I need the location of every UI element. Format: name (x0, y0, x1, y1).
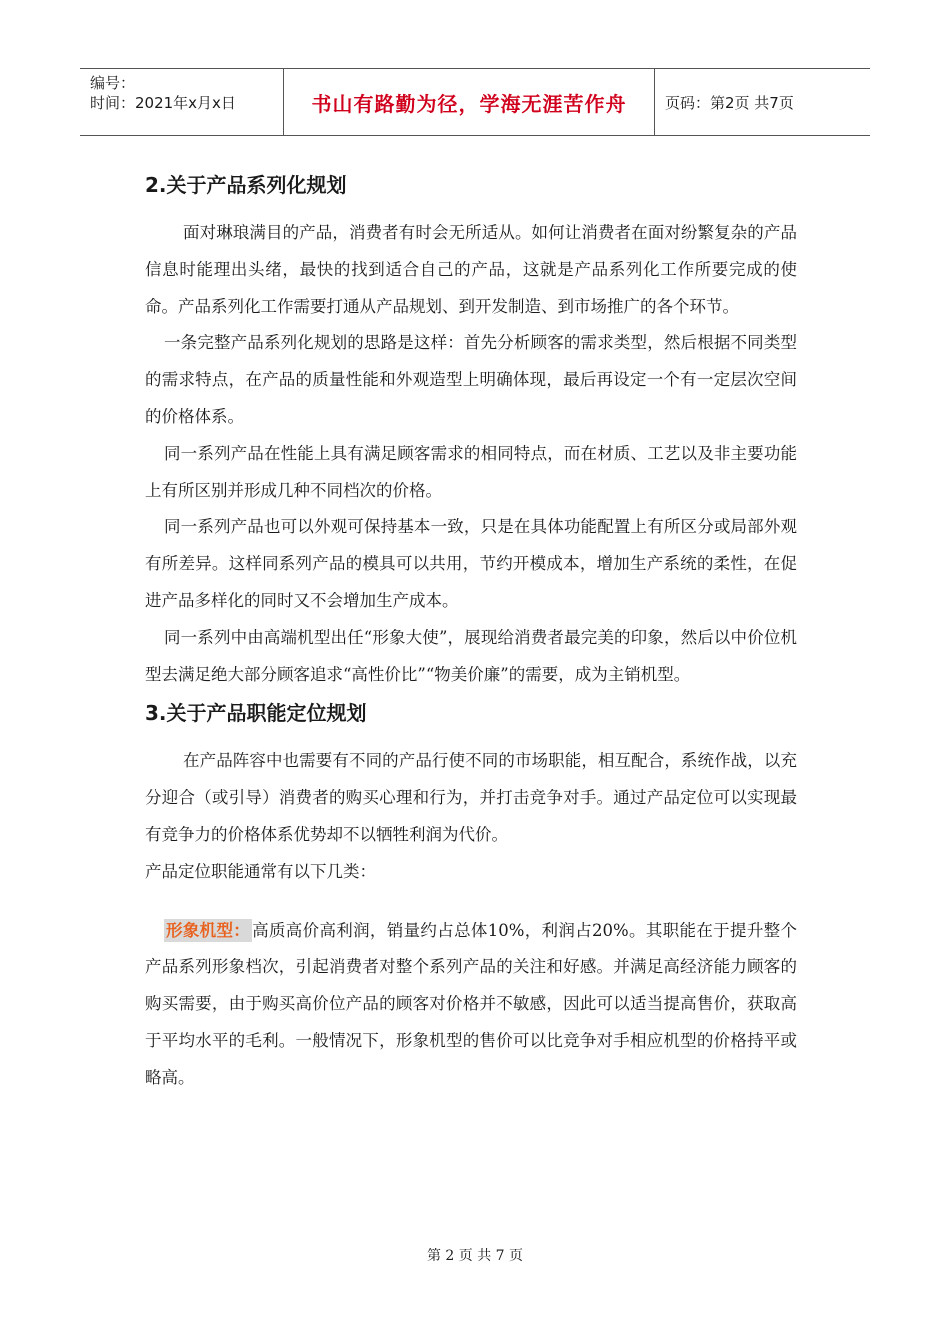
paragraph: 面对琳琅满目的产品，消费者有时会无所适从。如何让消费者在面对纷繁复杂的产品信息时能理出头绪，最快的找到适合自己的产品，这就是产品系列化工作所要完成的使命。产品系列化工作需要打通从产品规划、到开发制造、到市场推广的各个环节。 (145, 223, 797, 316)
section-heading-3: 3.关于产品职能定位规划 (145, 701, 367, 726)
header-meta (80, 69, 283, 135)
page-footer: 第 2 页 共 7 页 (426, 1248, 524, 1264)
page-header (80, 68, 870, 136)
section-heading-2: 2.关于产品系列化规划 (145, 173, 347, 197)
header-page-number: 页码：第2页 共7页 (665, 93, 794, 112)
highlight-term: 形象机型： (166, 920, 251, 940)
header-motto: 书山有路勤为径，学海无涯苦作舟 (311, 91, 627, 116)
paragraph: 同一系列中由高端机型出任“形象大使”，展现给消费者最完美的印象，然后以中价位机型去满足绝大部分顾客追求“高性价比”“物美价廉”的需要，成为主销机型。 (145, 627, 797, 684)
highlight-text: 高质高价高利润，销量约占总体10%，利润占20%。其职能在于提升整个产品系列形象档次，引起消费者对整个系列产品的关注和好感。并满足高经济能力顾客的购买需要，由于购买高价位产品的顾客对价格并不敏感，因此可以适当提高售价，获取高于平均水平的毛利。一般情况下，形象机型的售价可以比竞争对手相应机型的价格持平或略高。 (145, 920, 797, 1087)
document-time-label: 时间：2021年x月x日 (90, 94, 236, 112)
header-motto-cell (283, 69, 655, 135)
paragraph: 在产品阵容中也需要有不同的产品行使不同的市场职能，相互配合，系统作战，以充分迎合（或引导）消费者的购买心理和行为，并打击竞争对手。通过产品定位可以实现最有竞争力的价格体系优势却不以牺牲利润为代价。 (145, 751, 797, 844)
paragraph: 一条完整产品系列化规划的思路是这样：首先分析顾客的需求类型，然后根据不同类型的需求特点，在产品的质量性能和外观造型上明确体现，最后再设定一个有一定层次空间的价格体系。 (145, 333, 797, 426)
header-page-cell (655, 69, 870, 135)
paragraph: 同一系列产品在性能上具有满足顾客需求的相同特点，而在材质、工艺以及非主要功能上有所区别并形成几种不同档次的价格。 (145, 443, 797, 500)
highlight-paragraph (145, 913, 797, 1097)
paragraph: 同一系列产品也可以外观可保持基本一致，只是在具体功能配置上有所区分或局部外观有所差异。这样同系列产品的模具可以共用，节约开模成本，增加生产系统的柔性，在促进产品多样化的同时又不会增加生产成本。 (145, 517, 797, 610)
paragraph: 产品定位职能通常有以下几类： (145, 861, 376, 881)
document-number-label: 编号： (90, 74, 136, 92)
document-body (145, 165, 797, 1097)
